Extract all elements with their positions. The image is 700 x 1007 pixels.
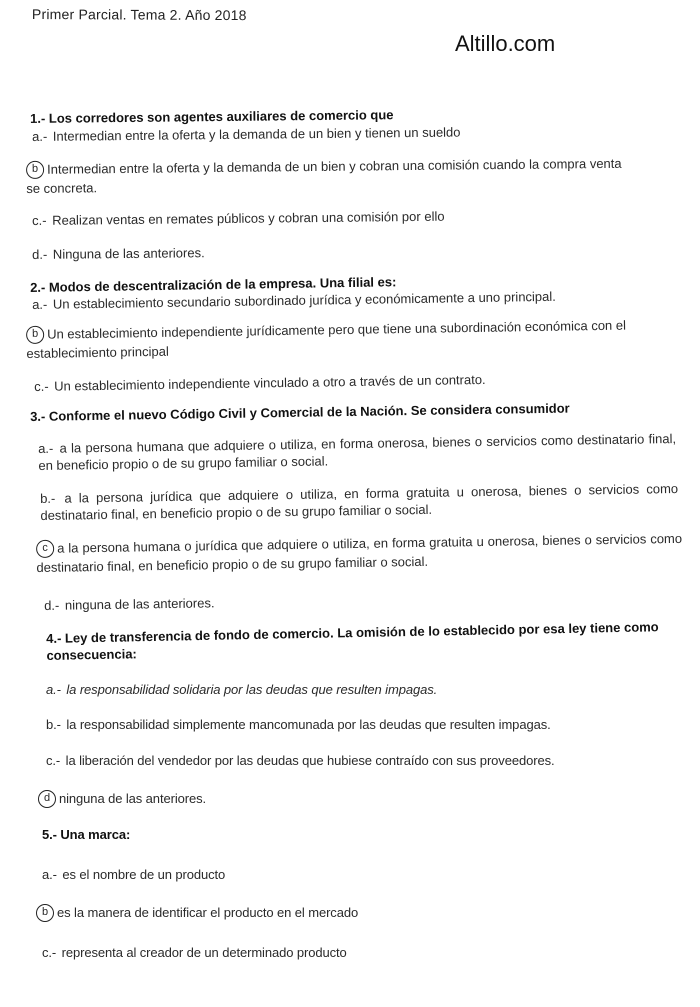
question-1-option-b-selected: [26, 155, 631, 197]
option-text: la responsabilidad solidaria por las deudas que resulten impagas.: [66, 682, 438, 697]
option-text: Ninguna de las anteriores.: [52, 245, 205, 262]
option-letter: d.-: [32, 246, 48, 262]
option-letter: c.-: [34, 378, 49, 394]
option-letter: a.-: [38, 440, 54, 456]
question-4-option-b: [46, 716, 646, 733]
option-letter: b.-: [46, 717, 61, 732]
option-letter: c.-: [32, 212, 47, 228]
exam-title: Primer Parcial. Tema 2. Año 2018: [31, 6, 247, 24]
question-3-title: 3.- Conforme el nuevo Código Civil y Comercial de la Nación. Se considera consumidor: [30, 400, 570, 424]
selected-answer-circle: b: [26, 325, 44, 343]
question-2-title: 2.- Modos de descentralización de la empresa. Una filial es:: [30, 274, 397, 295]
option-text: a la persona humana que adquiere o utiliza, en forma onerosa, bienes o servicios como destinatario final, en beneficio propio o de su grupo familiar o social.: [38, 430, 677, 473]
option-text: ninguna de las anteriores.: [59, 791, 207, 806]
option-text: Un establecimiento secundario subordinado jurídica y económicamente a uno principal.: [52, 288, 556, 312]
question-3-option-c-selected: [36, 530, 682, 576]
option-text: representa al creador de un determinado producto: [61, 945, 347, 960]
selected-answer-circle: c: [36, 539, 54, 557]
option-text: ninguna de las anteriores.: [64, 595, 215, 613]
option-letter: d.-: [44, 597, 60, 613]
question-1-option-d: [32, 239, 672, 263]
question-3-option-a: [38, 430, 676, 474]
question-2-option-b-selected: [26, 316, 686, 362]
option-text: la liberación del vendedor por las deudas que hubiese contraído con sus proveedores.: [65, 753, 555, 768]
option-text: es la manera de identificar el producto en el mercado: [57, 905, 359, 920]
option-letter: b.-: [40, 490, 56, 506]
option-letter: a.-: [46, 682, 61, 697]
question-5-option-b-selected: [36, 904, 636, 923]
selected-answer-circle: b: [36, 904, 54, 922]
question-1-title: 1.- Los corredores son agentes auxiliares de comercio que: [30, 107, 394, 126]
watermark: Altillo.com: [455, 31, 556, 56]
question-1-option-c: [32, 205, 672, 229]
option-text: Intermedian entre la oferta y la demanda de un bien y tienen un sueldo: [52, 124, 461, 144]
question-4-option-a: [46, 681, 646, 698]
question-2-option-c: [34, 368, 684, 395]
option-letter: c.-: [46, 753, 61, 768]
option-text: Un establecimiento independiente jurídicamente pero que tiene una subordinación económica con el establecimiento principal: [26, 317, 627, 361]
selected-answer-circle: d: [38, 790, 56, 808]
option-text: Un establecimiento independiente vinculado a otro a través de un contrato.: [54, 371, 486, 394]
option-text: la responsabilidad simplemente mancomunada por las deudas que resulten impagas.: [66, 717, 551, 732]
question-4-title: 4.- Ley de transferencia de fondo de comercio. La omisión de lo establecido por esa ley tiene como consecuencia:: [46, 619, 659, 663]
question-5-option-c: [42, 944, 642, 961]
question-4-option-d-selected: [38, 790, 638, 809]
question-5-title: 5.- Una marca:: [42, 827, 131, 842]
option-letter: a.-: [32, 296, 48, 312]
option-text: a la persona jurídica que adquiere o utiliza, en forma gratuita u onerosa, bienes o servicios como destinatario final, en beneficio propio o de su grupo familiar o social.: [40, 480, 679, 523]
option-letter: c.-: [42, 945, 57, 960]
question-4-option-c: [46, 752, 656, 769]
selected-answer-circle: b: [26, 160, 44, 178]
question-5-option-a: [42, 866, 642, 883]
question-3-option-b: [40, 480, 678, 524]
option-text: es el nombre de un producto: [62, 867, 226, 882]
question-3-option-d: [44, 588, 644, 614]
option-letter: a.-: [32, 128, 48, 144]
option-text: Intermedian entre la oferta y la demanda de un bien y cobran una comisión cuando la compra venta se concreta.: [26, 155, 622, 196]
option-text: a la persona humana o jurídica que adquiere o utiliza, en forma gratuita u onerosa, bienes o servicios como destinatario final, en beneficio propio o de su grupo familiar o social.: [36, 530, 683, 575]
option-letter: a.-: [42, 867, 57, 882]
option-text: Realizan ventas en remates públicos y cobran una comisión por ello: [52, 208, 445, 228]
